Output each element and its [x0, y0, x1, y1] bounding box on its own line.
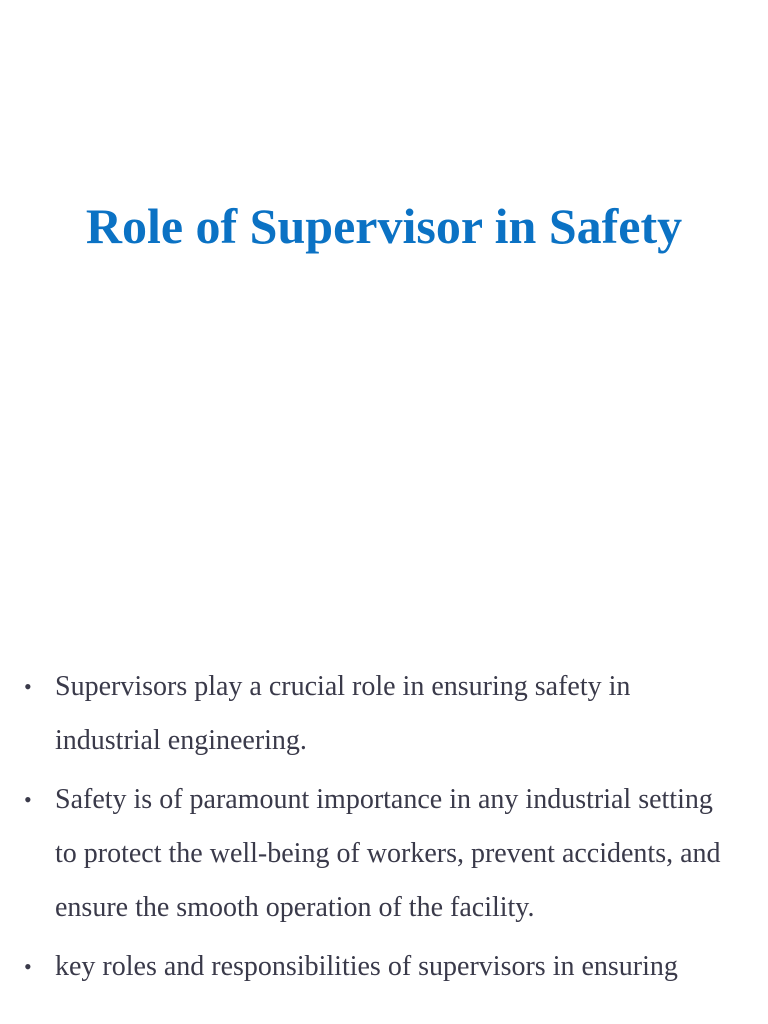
bullet-item	[0, 940, 768, 994]
bullet-dot-icon: •	[24, 674, 32, 699]
slide-title: Role of Supervisor in Safety	[85, 198, 683, 254]
bullet-item	[0, 660, 768, 768]
bullet-item	[0, 773, 768, 935]
bullet-dot-icon: •	[24, 954, 32, 979]
bullet-list	[0, 660, 768, 999]
bullet-text: Supervisors play a crucial role in ensuring safety in industrial engineering.	[55, 671, 631, 756]
bullet-text: Safety is of paramount importance in any industrial setting to protect the well-being of workers, prevent accidents, and ensure the smooth operation of the facility.	[55, 784, 721, 923]
bullet-dot-icon: •	[24, 787, 32, 812]
bullet-text: key roles and responsibilities of supervisors in ensuring	[55, 951, 678, 982]
